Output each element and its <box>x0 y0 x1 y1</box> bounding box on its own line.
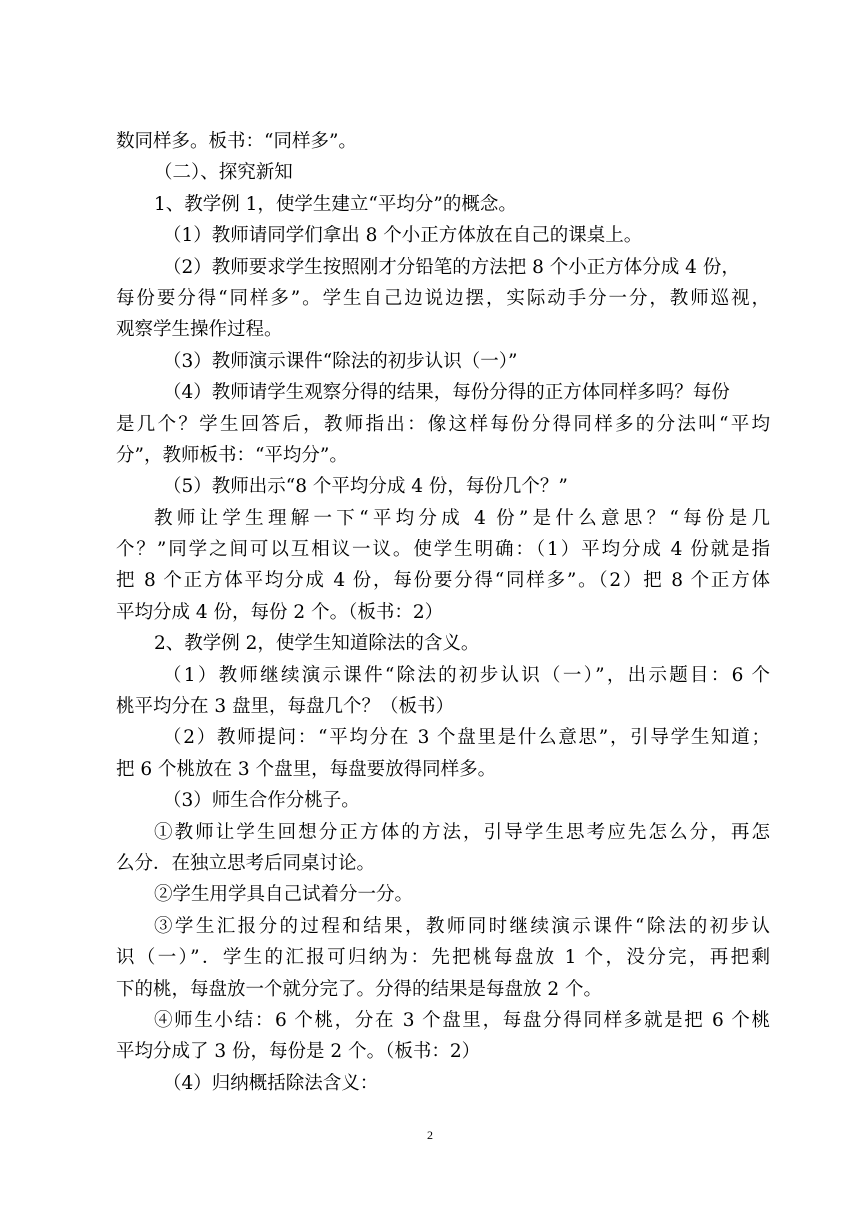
text-line: （2）教师要求学生按照刚才分铅笔的方法把 8 个小正方体分成 4 份， <box>163 256 740 278</box>
text-line: 平均分成 4 份，每份 2 个。（板书：2） <box>116 601 444 623</box>
text-line: （5）教师出示“8 个平均分成 4 份，每份几个？” <box>163 476 568 498</box>
text-line: 教师让学生理解一下“平均分成 4 份”是什么意思？“每份是几 <box>154 507 770 529</box>
text-line: （3）教师演示课件“除法的初步认识（一）” <box>163 350 518 372</box>
text-line: ①教师让学生回想分正方体的方法，引导学生思考应先怎么分，再怎 <box>154 821 770 843</box>
text-line: 分”，教师板书：“平均分”。 <box>116 444 348 466</box>
text-line: （1）教师请同学们拿出 8 个小正方体放在自己的课桌上。 <box>163 225 643 247</box>
text-line: 平均分成了 3 份，每份是 2 个。（板书：2） <box>116 1041 481 1063</box>
subsection-heading: 1、教学例 1，使学生建立“平均分”的概念。 <box>154 193 517 215</box>
text-line: ④师生小结：6 个桃，分在 3 个盘里，每盘分得同样多就是把 6 个桃 <box>154 1009 770 1031</box>
document-body <box>116 126 770 1099</box>
text-line: 数同样多。板书：“同样多”。 <box>116 131 357 152</box>
text-line: （4）归纳概括除法含义： <box>163 1072 379 1094</box>
section-heading: （二）、探究新知 <box>154 162 293 184</box>
page-number: 2 <box>427 1128 433 1142</box>
text-line: 把 8 个正方体平均分成 4 份，每份要分得“同样多”。（2）把 8 个正方体 <box>116 570 770 592</box>
subsection-heading: 2、教学例 2，使学生知道除法的含义。 <box>154 633 480 655</box>
text-line: 识（一）”．学生的汇报可归纳为：先把桃每盘放 1 个，没分完，再把剩 <box>116 947 770 969</box>
text-line: ②学生用学具自己试着分一分。 <box>154 884 414 906</box>
text-line: 是几个？学生回答后，教师指出：像这样每份分得同样多的分法叫“平均 <box>116 413 770 435</box>
text-line: 桃平均分在 3 盘里，每盘几个？（板书） <box>116 696 455 718</box>
text-line: （3）师生合作分桃子。 <box>163 790 360 812</box>
text-line: （2）教师提问：“平均分在 3 个盘里是什么意思”，引导学生知道； <box>163 727 770 749</box>
text-line: ③学生汇报分的过程和结果，教师同时继续演示课件“除法的初步认 <box>154 915 770 937</box>
text-line: 下的桃，每盘放一个就分完了。分得的结果是每盘放 2 个。 <box>116 978 603 1000</box>
text-line: （4）教师请学生观察分得的结果，每份分得的正方体同样多吗？每份 <box>163 382 730 404</box>
text-line: 观察学生操作过程。 <box>116 319 283 341</box>
text-line: 把 6 个桃放在 3 个盘里，每盘要放得同样多。 <box>116 758 497 780</box>
text-line: 么分．在独立思考后同桌讨论。 <box>116 852 376 874</box>
text-line: 每份要分得“同样多”。学生自己边说边摆，实际动手分一分，教师巡视， <box>116 287 770 309</box>
text-line: 个？”同学之间可以互相议一议。使学生明确：（1）平均分成 4 份就是指 <box>116 539 770 561</box>
text-line: （1）教师继续演示课件“除法的初步认识（一）”，出示题目：6 个 <box>163 664 770 686</box>
